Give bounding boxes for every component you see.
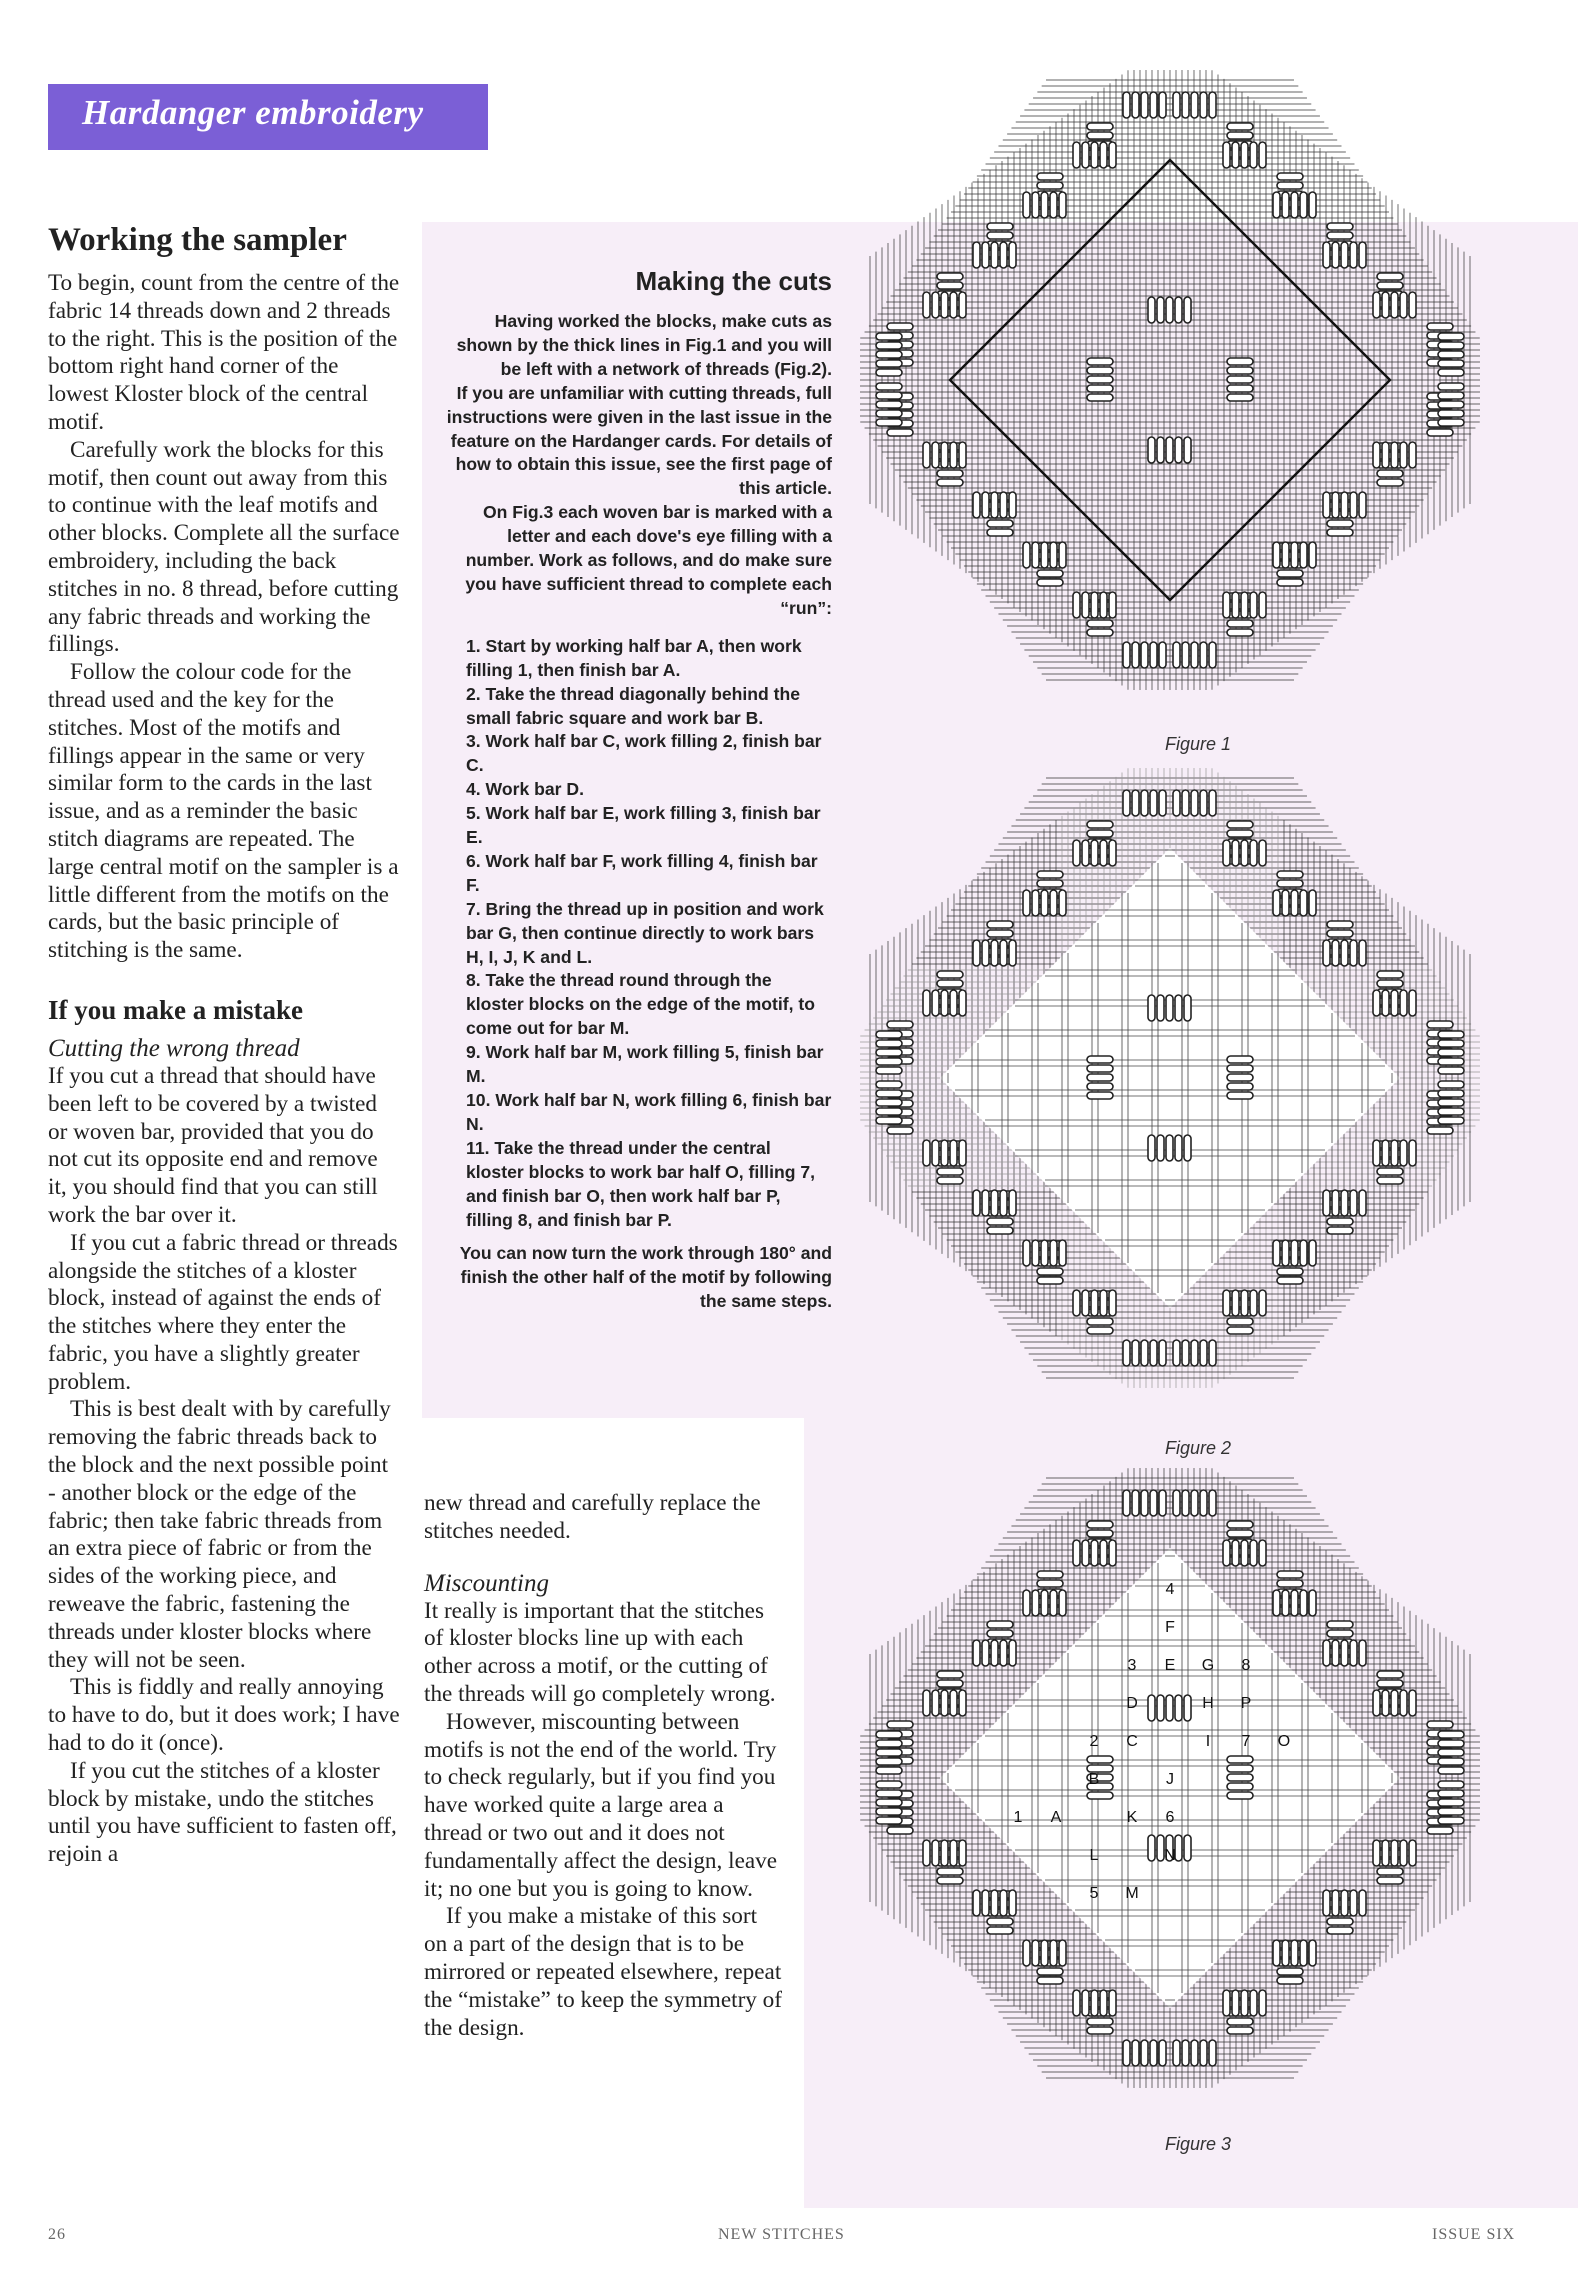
kloster-block [923, 442, 966, 468]
fig3-label: K [1126, 1809, 1138, 1826]
kloster-block [1123, 92, 1166, 118]
kloster-block [1323, 1190, 1366, 1216]
paragraph: However, miscounting between motifs is not the end of the world. Try to check regularly, but if you find you have worked quite a large area a thread or two out and it does not fundamentally affect the design, leave it; no one but you is going to know. [424, 1708, 778, 1902]
kloster-block [1123, 642, 1166, 668]
kloster-block [1023, 890, 1066, 916]
paragraph: This is best dealt with by carefully removing the fabric threads back to the block and the next possible point - another block or the edge of the fabric; then take fabric threads from an extra piece of fabric or from the sides of the working piece, and reweave the fabric, fastening the threads under kloster blocks where they will not be seen. [48, 1396, 391, 1673]
kloster-block [1438, 383, 1464, 426]
step-item: 10. Work half bar N, work filling 6, finish bar N. [466, 1090, 832, 1134]
figure-2-caption: Figure 2 [1164, 1438, 1232, 1458]
kloster-block [923, 1840, 966, 1866]
step-item: 9. Work half bar M, work filling 5, finish bar M. [466, 1042, 824, 1087]
kloster-block [1123, 1340, 1166, 1366]
kloster-block [876, 333, 902, 376]
fig3-label: I [1205, 1733, 1211, 1750]
kloster-block [1377, 1841, 1403, 1884]
kloster-block [1277, 871, 1303, 914]
paragraph: This is fiddly and really annoying to have to do, but it does work; I have had to do it (once). [48, 1674, 400, 1757]
kloster-block [973, 1190, 1016, 1216]
kloster-block [973, 1890, 1016, 1916]
kloster-block [1323, 492, 1366, 518]
step-item: 4. Work bar D. [466, 779, 584, 800]
kloster-block [1438, 1031, 1464, 1074]
column-making-cuts [440, 266, 832, 1314]
kloster-block [1223, 142, 1266, 168]
kloster-block [1223, 1540, 1266, 1566]
fig3-label: D [1126, 1695, 1138, 1712]
kloster-block [973, 492, 1016, 518]
fig3-label: 3 [1127, 1657, 1137, 1674]
paragraph: Having worked the blocks, make cuts as shown by the thick lines in Fig.1 and you will be left with a network of threads (Fig.2). [456, 311, 832, 379]
kloster-block [1377, 971, 1403, 1014]
kloster-block [1438, 333, 1464, 376]
kloster-block [1373, 1690, 1416, 1716]
kloster-block [1073, 1290, 1116, 1316]
kloster-block [1227, 1991, 1253, 2034]
kloster-block [1327, 223, 1353, 266]
step-item: 3. Work half bar C, work filling 2, finish bar C. [466, 731, 822, 776]
kloster-block [1073, 142, 1116, 168]
kloster-block [1227, 593, 1253, 636]
kloster-block [1227, 821, 1253, 864]
kloster-block [1377, 273, 1403, 316]
paragraph: If you make a mistake of this sort on a part of the design that is to be mirrored or repeated elsewhere, repeat the “mistake” to keep the symmetry of the design. [424, 1903, 783, 2041]
kloster-block [1277, 1571, 1303, 1614]
kloster-block [1023, 542, 1066, 568]
kloster-block [1438, 1781, 1464, 1824]
kloster-block [876, 383, 902, 426]
step-item: 7. Bring the thread up in position and work bar G, then continue directly to work bars H, I, J, K and L. [466, 898, 824, 967]
kloster-block [1223, 1990, 1266, 2016]
kloster-block [1148, 297, 1191, 323]
kloster-block [1327, 1891, 1353, 1934]
fig3-label: 7 [1241, 1733, 1251, 1750]
kloster-block [1227, 1291, 1253, 1334]
fig3-label: A [1050, 1809, 1062, 1826]
kloster-block [1373, 1840, 1416, 1866]
kloster-block [1227, 1521, 1253, 1564]
heading-working-sampler: Working the sampler [48, 222, 347, 258]
kloster-block [1323, 940, 1366, 966]
figure-3 [860, 1468, 1480, 2088]
kloster-block [973, 242, 1016, 268]
paragraph: If you cut a thread that should have been left to be covered by a twisted or woven bar, provided that you do not cut its opposite end and remove it, you should find that you can still work the bar over it. [48, 1062, 378, 1228]
kloster-block [1323, 1890, 1366, 1916]
figure-1-caption: Figure 1 [1164, 734, 1232, 754]
kloster-block [1148, 1695, 1191, 1721]
kloster-block [1173, 642, 1216, 668]
kloster-block [1327, 1191, 1353, 1234]
fig3-label: G [1201, 1657, 1215, 1674]
kloster-block [1173, 2040, 1216, 2066]
fig3-label: L [1089, 1847, 1099, 1864]
kloster-block [973, 940, 1016, 966]
kloster-block [1273, 890, 1316, 916]
kloster-block [1373, 1140, 1416, 1166]
paragraph: If you cut a fabric thread or threads alongside the stitches of a kloster block, instead of against the ends of the stitches where they enter the fabric, you have a slightly greater problem. [48, 1229, 398, 1395]
cut-area [940, 848, 1400, 1308]
kloster-block [1277, 543, 1303, 586]
kloster-block [1273, 1590, 1316, 1616]
kloster-block [1173, 790, 1216, 816]
kloster-block [1273, 192, 1316, 218]
figure-3-caption: Figure 3 [1164, 2134, 1232, 2154]
step-item: 5. Work half bar E, work filling 3, finish bar E. [466, 803, 821, 848]
fig3-label: C [1126, 1733, 1138, 1750]
kloster-block [1073, 592, 1116, 618]
kloster-block [1148, 995, 1191, 1021]
kloster-block [1023, 1940, 1066, 1966]
step-item: 8. Take the thread round through the kloster blocks on the edge of the motif, to come out for bar M. [466, 970, 815, 1039]
kloster-block [1277, 173, 1303, 216]
column-middle-lower [424, 1490, 784, 2042]
kloster-block [1377, 443, 1403, 486]
paragraph: If you cut the stitches of a kloster block by mistake, undo the stitches until you have sufficient to fasten off, rejoin a [48, 1757, 397, 1868]
fig3-label: 1 [1013, 1809, 1023, 1826]
kloster-block [1327, 493, 1353, 536]
fig3-label: 2 [1089, 1733, 1099, 1750]
steps-list [440, 635, 832, 1233]
fig3-label: N [1164, 1847, 1176, 1864]
kloster-block [1123, 1490, 1166, 1516]
kloster-block [876, 1781, 902, 1824]
fig3-label: 5 [1089, 1885, 1099, 1902]
kloster-block [923, 990, 966, 1016]
figure-2 [860, 768, 1480, 1388]
step-item: 11. Take the thread under the central kloster blocks to work bar half O, filling 7, and finish bar O, then work half bar P, filling 8, and finish bar P. [466, 1137, 816, 1230]
kloster-block [1173, 92, 1216, 118]
column-left [48, 222, 400, 1869]
kloster-block [1273, 542, 1316, 568]
fabric-grid [860, 70, 1480, 690]
page-number: 26 [48, 2226, 66, 2243]
heading-making-cuts: Making the cuts [635, 266, 832, 296]
kloster-block [1087, 358, 1113, 401]
kloster-block [1227, 123, 1253, 166]
fig3-label: E [1164, 1657, 1176, 1674]
kloster-block [1023, 1590, 1066, 1616]
kloster-block [1227, 358, 1253, 401]
fig3-label: B [1088, 1771, 1100, 1788]
kloster-block [1123, 2040, 1166, 2066]
kloster-block [973, 1640, 1016, 1666]
kloster-block [1323, 242, 1366, 268]
kloster-block [1148, 1135, 1191, 1161]
step-item: 1. Start by working half bar A, then work filling 1, then finish bar A. [466, 635, 802, 680]
kloster-block [1173, 1340, 1216, 1366]
kloster-block [1273, 1240, 1316, 1266]
kloster-block [1323, 1640, 1366, 1666]
kloster-block [1277, 1941, 1303, 1984]
paragraph: To begin, count from the centre of the fabric 14 threads down and 2 threads to the right. This is the position of the bottom right hand corner of the lowest Kloster block of the central motif. [48, 270, 400, 435]
section-banner: Hardanger embroidery [48, 84, 488, 150]
paragraph: Follow the colour code for the thread used and the key for the stitches. Most of the motifs and fillings appear in the same or very similar form to the cards in the last issue, and as a reminder the basic stitch diagrams are repeated. The large central motif on the sampler is a little different from the motifs on the cards, but the basic principle of stitching is the same. [48, 659, 399, 964]
kloster-block [1377, 1141, 1403, 1184]
kloster-block [1438, 1731, 1464, 1774]
kloster-block [1327, 1621, 1353, 1664]
kloster-block [1327, 921, 1353, 964]
heading-mistake: If you make a mistake [48, 994, 303, 1025]
figure-1 [860, 70, 1480, 690]
kloster-block [1373, 292, 1416, 318]
fig3-label: 8 [1241, 1657, 1251, 1674]
kloster-block [1148, 437, 1191, 463]
fig3-label: 4 [1165, 1581, 1175, 1598]
paragraph: On Fig.3 each woven bar is marked with a letter and each dove's eye filling with a number. Work as follows, and do make sure you have sufficient thread to complete each “run”: [465, 502, 832, 618]
kloster-block [923, 1140, 966, 1166]
paragraph: new thread and carefully replace the stitches needed. [424, 1490, 761, 1544]
kloster-block [1277, 1241, 1303, 1284]
figure-3-diagram [860, 1468, 1480, 2088]
kloster-block [1227, 1756, 1253, 1799]
figure-2-diagram [860, 768, 1480, 1388]
kloster-block [876, 1081, 902, 1124]
kloster-block [1373, 990, 1416, 1016]
step-item: 2. Take the thread diagonally behind the small fabric square and work bar B. [466, 683, 801, 728]
kloster-block [1438, 1081, 1464, 1124]
kloster-block [1023, 192, 1066, 218]
subheading-wrong-thread: Cutting the wrong thread [48, 1034, 300, 1062]
fig3-label: 6 [1165, 1809, 1175, 1826]
paragraph: If you are unfamiliar with cutting threads, full instructions were given in the last issue in the feature on the Hardanger cards. For details of how to obtain this issue, see the first page of this article. [446, 382, 832, 499]
kloster-block [1223, 592, 1266, 618]
fig3-label: O [1277, 1733, 1291, 1750]
kloster-block [1377, 1671, 1403, 1714]
fig3-label: P [1240, 1695, 1252, 1712]
kloster-block [1223, 840, 1266, 866]
issue-label: ISSUE SIX [1432, 2226, 1516, 2243]
kloster-block [1123, 790, 1166, 816]
paragraph: Carefully work the blocks for this motif, then count out away from this to continue with the leaf motifs and other blocks. Complete all the surface embroidery, including the back stitches in no. 8 thread, before cutting any fabric threads and working the fillings. [48, 436, 400, 658]
kloster-block [1073, 1990, 1116, 2016]
kloster-block [1087, 1056, 1113, 1099]
paragraph-finish: You can now turn the work through 180° and finish the other half of the motif by following the same steps. [459, 1243, 832, 1312]
fig3-label: M [1125, 1885, 1139, 1902]
step-item: 6. Work half bar F, work filling 4, finish bar F. [466, 850, 818, 895]
subheading-miscounting: Miscounting [424, 1569, 549, 1597]
fig3-label: H [1202, 1695, 1214, 1712]
kloster-block [1073, 840, 1116, 866]
magazine-name: NEW STITCHES [718, 2226, 845, 2243]
paragraph: It really is important that the stitches of kloster blocks line up with each other across a motif, or the cutting of the threads will go completely wrong. [424, 1597, 776, 1707]
kloster-block [1223, 1290, 1266, 1316]
kloster-block [876, 1731, 902, 1774]
kloster-block [1373, 442, 1416, 468]
kloster-block [1227, 1056, 1253, 1099]
fig3-label: F [1165, 1619, 1175, 1636]
kloster-block [876, 1031, 902, 1074]
fig3-label: J [1166, 1771, 1174, 1788]
kloster-block [1023, 1240, 1066, 1266]
kloster-block [1273, 1940, 1316, 1966]
kloster-block [1073, 1540, 1116, 1566]
figure-1-diagram [860, 70, 1480, 690]
kloster-block [923, 292, 966, 318]
kloster-block [1173, 1490, 1216, 1516]
kloster-block [923, 1690, 966, 1716]
